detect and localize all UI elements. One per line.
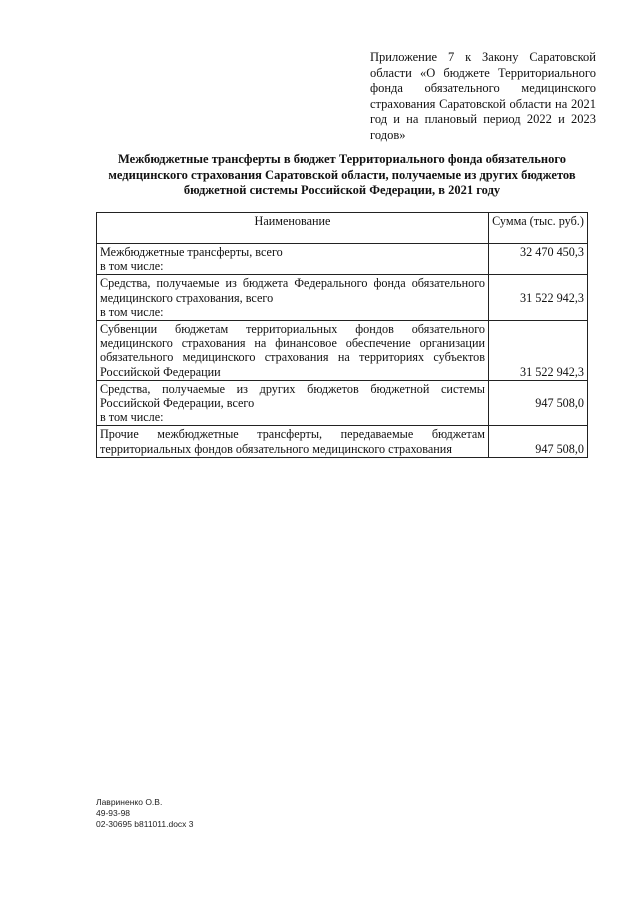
row-name: Средства, получаемые из других бюджетов бюджетной системы Российской Федерации, всего [100,381,485,411]
row-sub-label: в том числе: [100,259,164,274]
footer-info [96,797,194,830]
row-sum: 947 508,0 [489,380,588,426]
row-sum: 32 470 450,3 [489,244,588,275]
footer-file: 02-30695 b811011.docx 3 [96,819,194,829]
header-sum: Сумма (тыс. руб.) [489,213,588,244]
row-name-cell [97,426,489,457]
header-name: Наименование [97,213,489,244]
annex-note: Приложение 7 к Закону Саратовской области «О бюджете Территориального фонда обязательного медицинского страхования Саратовской области на 2021 год и на плановый период 2022 и 2023 годов» [370,50,596,142]
row-name-cell [97,275,489,321]
table-row [97,380,588,426]
row-name: Прочие межбюджетные трансферты, передаваемые бюджетам территориальных фондов обязательного медицинского страхования [100,427,485,456]
table-row [97,244,588,275]
transfers-table [96,212,588,458]
row-name: Субвенции бюджетам территориальных фондов обязательного медицинского страхования на финансовое обеспечение организации обязательного медицинского страхования на территориях субъектов Российской Федерации [100,322,485,379]
table-row [97,426,588,457]
row-sub-label: в том числе: [100,410,164,425]
row-sum: 31 522 942,3 [489,275,588,321]
row-sum: 947 508,0 [489,426,588,457]
table-row [97,275,588,321]
row-name-cell [97,321,489,381]
row-name-cell [97,244,489,275]
row-sum: 31 522 942,3 [489,321,588,381]
footer-phone: 49-93-98 [96,808,131,818]
row-name: Межбюджетные трансферты, всего [100,245,283,259]
table-row [97,321,588,381]
table-header-row [97,213,588,244]
row-name-cell [97,380,489,426]
row-name: Средства, получаемые из бюджета Федерального фонда обязательного медицинского страхования, всего [100,276,485,305]
row-sub-label: в том числе: [100,304,164,319]
document-title: Межбюджетные трансферты в бюджет Территориального фонда обязательного медицинского страхования Саратовской области, получаемые из других бюджетов бюджетной системы Российской Федерации, в 2021 году [108,152,576,197]
footer-author: Лавриненко О.В. [96,797,163,807]
